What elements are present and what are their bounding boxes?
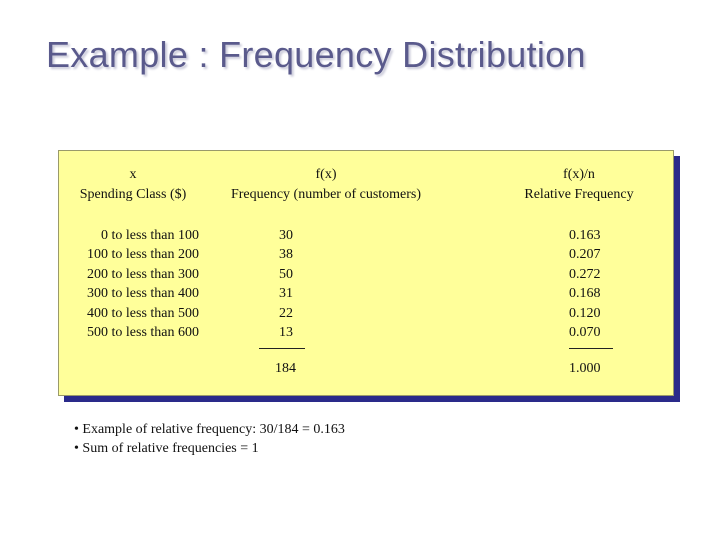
sum-rule-relative bbox=[569, 348, 613, 349]
header-symbol: x bbox=[129, 167, 137, 182]
table-cell: 0.070 bbox=[569, 325, 601, 341]
table-cell: 0 to less than 100 bbox=[101, 228, 199, 243]
total-relative-frequency: 1.000 bbox=[569, 361, 601, 376]
table-cell: 300 to less than 400 bbox=[87, 286, 199, 302]
table-cell: 400 to less than 500 bbox=[87, 305, 199, 321]
header-label: Relative Frequency bbox=[524, 187, 634, 202]
table-cell: 0.207 bbox=[569, 247, 601, 263]
table-cell: 0.120 bbox=[569, 305, 601, 321]
table-cell: 30 bbox=[279, 228, 293, 243]
slide-title: Example : Frequency Distribution bbox=[46, 34, 586, 75]
table-cell: 0.163 bbox=[569, 228, 601, 243]
header-symbol: f(x) bbox=[315, 167, 337, 182]
table-cell: 0.168 bbox=[569, 286, 601, 302]
table-cell: 31 bbox=[279, 286, 293, 302]
spending-class-column bbox=[63, 226, 199, 342]
header-label: Frequency (number of customers) bbox=[230, 187, 422, 202]
table-cell: 0.272 bbox=[569, 266, 601, 282]
header-frequency bbox=[209, 165, 443, 205]
table-cell: 100 to less than 200 bbox=[87, 247, 199, 263]
notes bbox=[74, 420, 345, 458]
table-cell: 38 bbox=[279, 247, 293, 263]
frequency-table bbox=[58, 150, 674, 396]
header-spending-class bbox=[63, 165, 203, 205]
table-cell: 22 bbox=[279, 305, 293, 321]
relative-frequency-column bbox=[569, 226, 601, 342]
header-relative-frequency bbox=[499, 165, 659, 205]
table-cell: 200 to less than 300 bbox=[87, 266, 199, 282]
note-sum: • Sum of relative frequencies = 1 bbox=[74, 441, 259, 456]
table-cell: 50 bbox=[279, 266, 293, 282]
note-example: • Example of relative frequency: 30/184 = 0.163 bbox=[74, 422, 345, 437]
sum-rule-frequency bbox=[259, 348, 305, 349]
frequency-column bbox=[279, 226, 293, 342]
header-symbol: f(x)/n bbox=[563, 167, 595, 182]
table-cell: 13 bbox=[279, 325, 293, 341]
total-frequency: 184 bbox=[275, 361, 296, 376]
table-cell: 500 to less than 600 bbox=[87, 325, 199, 341]
header-label: Spending Class ($) bbox=[79, 187, 187, 202]
